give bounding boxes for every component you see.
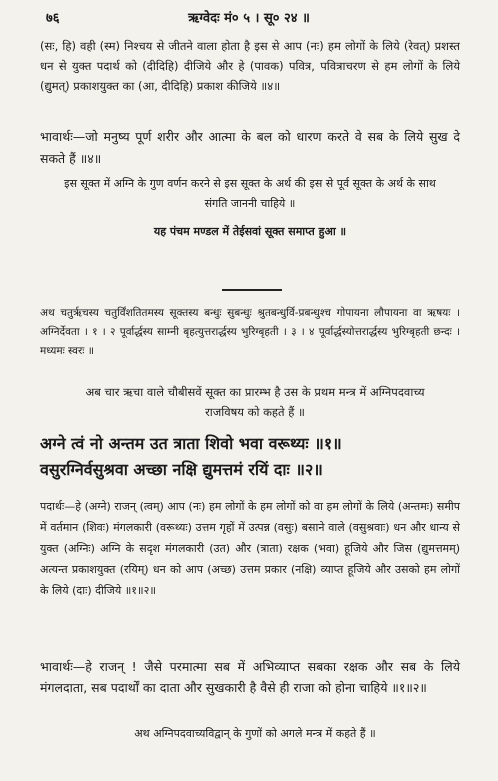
padartha-continuation: (सः, हि) वही (स्म) निश्चय से जीतने वाला होता है इस से आप (नः) हम लोगों के लिये (रेवत्) प्रशस्त धन से युक्त पदार्थ को (दीदिहि) दीजिये और हे (पावक) पवित्र, पवित्राचरण से हम लोगों के लिये (द्युमत्) प्रकाशयुक्त का (आ, दीदिहि) प्रकाश कीजिये ॥४॥ (40, 39, 460, 93)
mantra-line-1: अग्ने त्वं नो अन्तम उत त्राता शिवो भवा वरूथ्यः ॥१॥ (40, 434, 342, 453)
page-header (40, 6, 458, 30)
running-title: ऋग्वेदः मं० ५ । सू० २४ ॥ (188, 11, 310, 26)
mantra-line-2: वसुरग्निर्वसुश्रवा अच्छा नक्षि द्युमत्तमं रयिं दाः ॥२॥ (40, 460, 323, 479)
bhavartha-1-2: भावार्थः—हे राजन् ! जैसे परमात्मा सब में अभिव्याप्त सबका रक्षक और सब के लिये मंगलदाता, सब पदार्थों का दाता और सुखकारी है वैसे ही राजा को होना चाहिये ॥१॥२॥ (40, 659, 460, 695)
rishi-devata-chhanda: अथ चतुर्ऋचस्य चतुर्विंशतितमस्य सूक्तस्य बन्धुः सुबन्धुः श्रुतबन्धुर्वि-प्रबन्धुश्च गोपायना लौपायना वा ऋषयः । अग्निर्देवता । १ । २ पूर्वार्द्धस्य साम्नी बृहत्युत्तरार्द्धस्य भुरिग्बृहती । ३ । ४ पूर्वार्द्धस्योत्तरार्द्धस्य भुरिग्बृहती छन्दः । मध्यमः स्वरः ॥ (40, 307, 460, 357)
sukta-summary: इस सूक्त में अग्नि के गुण वर्णन करने से इस सूक्त के अर्थ की इस से पूर्व सूक्त के अर्थ के साथ संगति जाननी चाहिये ॥ (64, 177, 436, 210)
bhavartha-4: भावार्थः—जो मनुष्य पूर्ण शरीर और आत्मा के बल को धारण करते वे सब के लिये सुख दे सकते हैं ॥४॥ (40, 129, 460, 166)
next-mantra-intro: अथ अग्निपदवाच्यविद्वान् के गुणों को अगले मन्त्र में कहते हैं ॥ (134, 727, 376, 740)
page-number: ७६ (46, 11, 60, 26)
padartha-1-2: पदार्थः—हे (अग्ने) राजन् (त्वम्) आप (नः) हम लोगों के हम लोगों को वा हम लोगों के लिये (अन्तमः) समीप में वर्तमान (शिवः) मंगलकारी (वरूथ्यः) उत्तम गृहों में उत्पन्न (वसुः) बसाने वाले (वसुश्रवाः) धन और धान्य से युक्त (अग्निः) अग्नि के सदृश मंगलकारी (उत) और (त्राता) रक्षक (भवा) हूजिये और जिस (द्युमत्तमम्) अत्यन्त प्रकाशयुक्त (रयिम्) धन को आप (अच्छ) उत्तम प्रकार (नक्षि) व्याप्त हूजिये और उसको हम लोगों के लिये (दाः) दीजिये ॥१॥२॥ (40, 500, 460, 597)
section-divider (222, 289, 282, 291)
sukta-end-note: यह पंचम मण्डल में तेईसवां सूक्त समाप्त हुआ ॥ (153, 225, 347, 238)
sukta-subject: अब चार ऋचा वाले चौबीसवें सूक्त का प्रारम्भ है उस के प्रथम मन्त्र में अग्निपदवाच्य राजविषय को कहते हैं ॥ (85, 385, 425, 419)
